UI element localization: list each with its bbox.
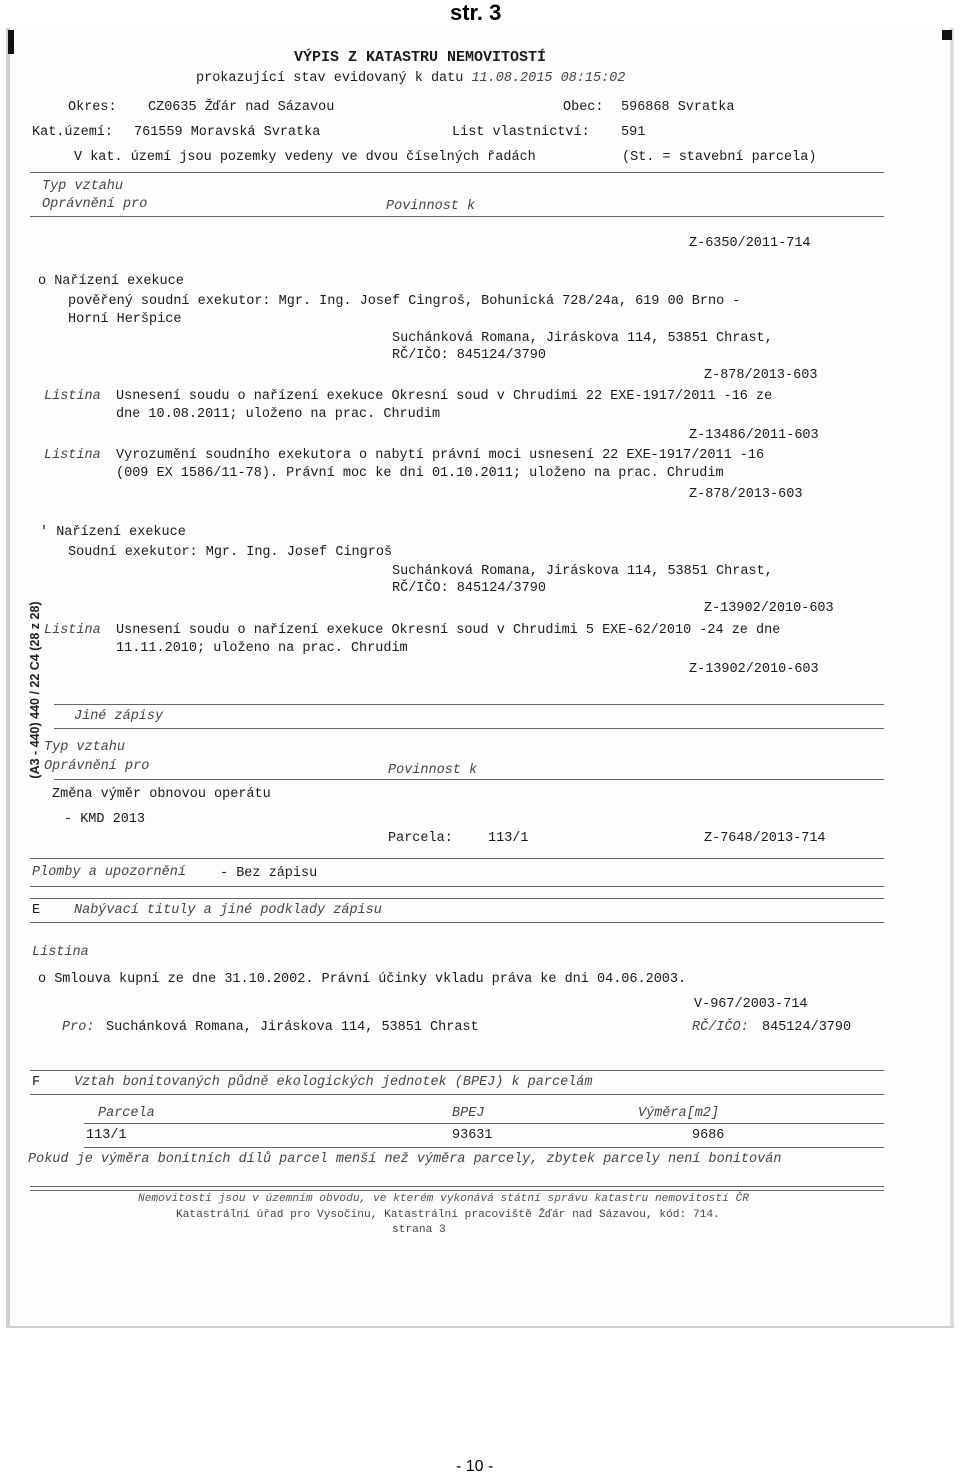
section-e-ref: V-967/2003-714	[694, 997, 808, 1012]
entry1-ref: Z-878/2013-603	[704, 368, 818, 383]
jine-item-cont: - KMD 2013	[64, 812, 146, 827]
section-ref: Z-6350/2011-714	[689, 236, 811, 251]
col-vymera: Výměra[m2]	[638, 1106, 720, 1121]
divider	[30, 216, 884, 217]
divider	[30, 922, 884, 923]
jine-ref: Z-7648/2013-714	[704, 831, 826, 846]
section-e-listina-label: Listina	[32, 945, 89, 960]
section-f-note: Pokud je výměra bonitních dílů parcel menší než výměra parcely, zbytek parcely není bonitován	[28, 1152, 782, 1167]
section-e-pro-value: Suchánková Romana, Jiráskova 114, 53851 Chrast	[106, 1020, 479, 1035]
divider	[30, 1094, 884, 1095]
obec-value: 596868 Svratka	[621, 100, 735, 115]
divider	[84, 1123, 884, 1124]
entry2-listina-cont: 11.11.2010; uloženo na prac. Chrudim	[116, 641, 408, 656]
entry2-heading: ' Nařízení exekuce	[40, 525, 186, 540]
entry2-ref: Z-13902/2010-603	[704, 601, 834, 616]
page-header: str. 3	[450, 0, 502, 25]
doc-subtitle-datetime: 11.08.2015 08:15:02	[471, 71, 626, 86]
footer-page: strana 3	[392, 1224, 446, 1236]
divider	[30, 1070, 884, 1071]
col-typ-vztahu: Typ vztahu	[42, 179, 124, 194]
page-footer: - 10 -	[456, 1458, 494, 1475]
section-e-item: o Smlouva kupní ze dne 31.10.2002. Právní účinky vkladu práva ke dni 04.06.2003.	[38, 972, 687, 987]
jine-typ-vztahu: Typ vztahu	[44, 740, 126, 755]
col-opravneni-pro: Oprávnění pro	[42, 197, 148, 212]
entry1-listina2: Vyrozumění soudního exekutora o nabytí právní moci usnesení 22 EXE-1917/2011 -16	[116, 448, 765, 463]
jine-parcela-label: Parcela:	[388, 831, 453, 846]
okres-label: Okres:	[68, 100, 117, 115]
divider	[30, 172, 884, 173]
jine-povinnost-k: Povinnost k	[388, 763, 478, 778]
section-f-letter: F	[32, 1075, 41, 1090]
section-e-letter: E	[32, 903, 41, 918]
section-e-rc-label: RČ/IČO:	[692, 1020, 749, 1035]
divider	[84, 1147, 884, 1148]
entry1-listina1-label: Listina	[44, 389, 101, 404]
entry1-listina1: Usnesení soudu o nařízení exekuce Okresní soud v Chrudimi 22 EXE-1917/2011 -16 ze	[116, 389, 773, 404]
entry1-listina1-cont: dne 10.08.2011; uloženo na prac. Chrudim	[116, 407, 441, 422]
divider	[54, 728, 884, 729]
entry2-listina: Usnesení soudu o nařízení exekuce Okresní soud v Chrudimi 5 EXE-62/2010 -24 ze dne	[116, 623, 781, 638]
rady-note-2: (St. = stavební parcela)	[622, 150, 817, 165]
entry1-listina2-cont: (009 EX 1586/11-78). Právní moc ke dni 01.10.2011; uloženo na prac. Chrudim	[116, 466, 724, 481]
jine-heading: Jiné zápisy	[74, 709, 164, 724]
entry1-party-id: RČ/IČO: 845124/3790	[392, 348, 546, 363]
bpej-row-bpej: 93631	[452, 1128, 493, 1143]
doc-title: VÝPIS Z KATASTRU NEMOVITOSTÍ	[294, 49, 547, 66]
entry2-listina-label: Listina	[44, 623, 101, 638]
col-bpej: BPEJ	[452, 1106, 485, 1121]
entry1-listina2-label: Listina	[44, 448, 101, 463]
divider	[30, 1186, 884, 1187]
scan-edge-left	[6, 28, 10, 1328]
bpej-row-parcela: 113/1	[86, 1128, 127, 1143]
doc-subtitle	[196, 71, 625, 87]
scan-corner-mark	[8, 30, 14, 54]
footer-line: Katastrální úřad pro Vysočinu, Katastrální pracoviště Žďár nad Sázavou, kód: 714.	[176, 1209, 720, 1221]
entry2-party-id: RČ/IČO: 845124/3790	[392, 581, 546, 596]
obec-label: Obec:	[563, 100, 604, 115]
jine-parcela-value: 113/1	[488, 831, 529, 846]
footer-line: Nemovitosti jsou v územním obvodu, ve kterém vykonává státní správu katastru nemovitostí ČR	[138, 1193, 749, 1205]
entry1-heading: o Nařízení exekuce	[38, 274, 184, 289]
section-f-title: Vztah bonitovaných půdně ekologických jednotek (BPEJ) k parcelám	[74, 1075, 593, 1090]
section-e-pro-label: Pro:	[62, 1020, 95, 1035]
rady-note: V kat. území jsou pozemky vedeny ve dvou číselných řadách	[74, 150, 536, 165]
scan-edge-right	[950, 28, 954, 1328]
divider	[30, 898, 884, 899]
jine-item: Změna výměr obnovou operátu	[52, 787, 271, 802]
lv-label: List vlastnictví:	[452, 125, 590, 140]
okres-value: CZ0635 Žďár nad Sázavou	[148, 100, 335, 115]
entry1-ref: Z-878/2013-603	[689, 487, 803, 502]
doc-subtitle-prefix: prokazující stav evidovaný k datu	[196, 71, 464, 86]
divider	[30, 858, 884, 859]
katuzemi-value: 761559 Moravská Svratka	[134, 125, 321, 140]
jine-opravneni-pro: Oprávnění pro	[44, 759, 150, 774]
col-povinnost-k: Povinnost k	[386, 199, 476, 214]
entry1-ref: Z-13486/2011-603	[689, 428, 819, 443]
katuzemi-label: Kat.území:	[32, 125, 114, 140]
entry1-executor: pověřený soudní exekutor: Mgr. Ing. Josef Cingroš, Bohunická 728/24a, 619 00 Brno -	[68, 294, 741, 309]
entry1-party: Suchánková Romana, Jiráskova 114, 53851 Chrast,	[392, 331, 773, 346]
divider	[30, 1190, 884, 1191]
plomby-value: - Bez zápisu	[220, 866, 318, 881]
bpej-row-vymera: 9686	[692, 1128, 725, 1143]
scan-edge-bottom	[6, 1326, 954, 1328]
divider	[30, 886, 884, 887]
divider	[54, 779, 884, 780]
col-parcela: Parcela	[98, 1106, 155, 1121]
lv-value: 591	[621, 125, 646, 140]
divider	[54, 704, 884, 705]
scan-corner-mark-right	[942, 30, 952, 40]
entry2-executor: Soudní exekutor: Mgr. Ing. Josef Cingroš	[68, 545, 393, 560]
margin-note: (A3 - 440) 440 / 22 C4 (28 z 28)	[28, 601, 42, 779]
plomby-label: Plomby a upozornění	[32, 865, 186, 880]
entry1-executor-cont: Horní Heršpice	[68, 312, 182, 327]
entry2-party: Suchánková Romana, Jiráskova 114, 53851 Chrast,	[392, 564, 773, 579]
entry2-ref: Z-13902/2010-603	[689, 662, 819, 677]
section-e-title: Nabývací tituly a jiné podklady zápisu	[74, 903, 382, 918]
section-e-rc-value: 845124/3790	[762, 1020, 852, 1035]
